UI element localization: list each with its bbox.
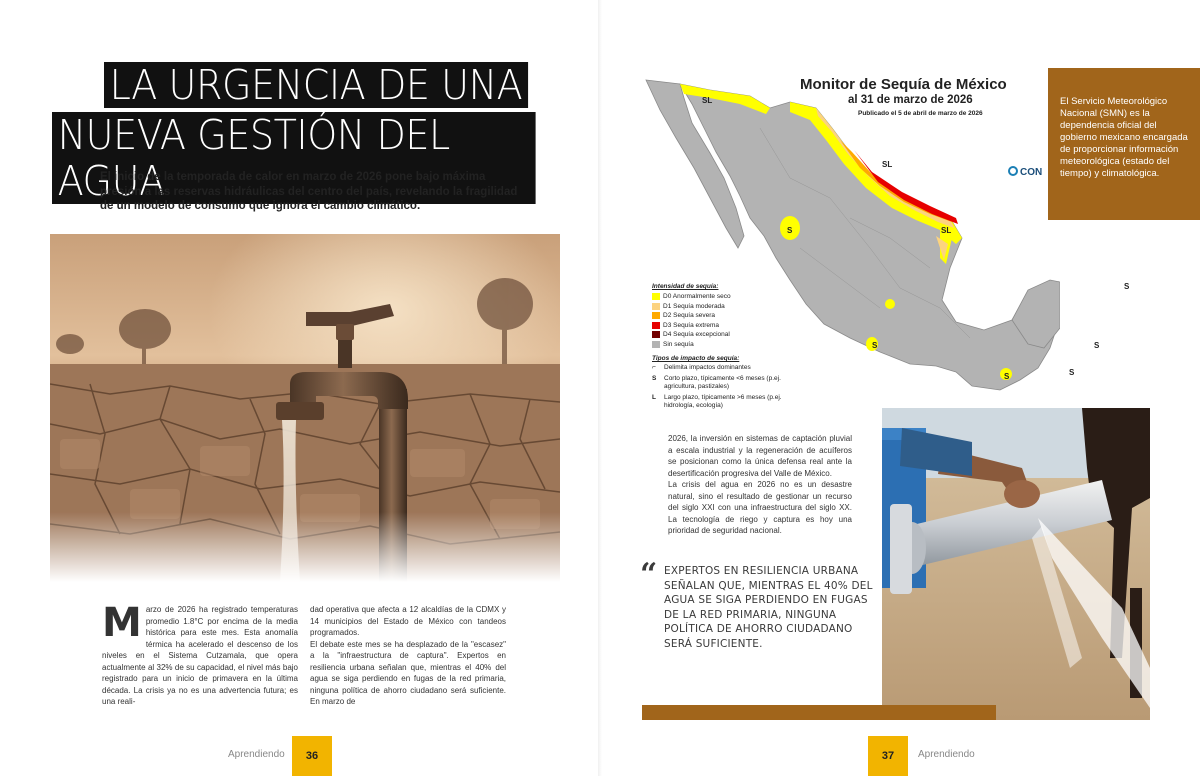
map-region-label: S — [1004, 372, 1010, 381]
drop-cap: M — [102, 600, 142, 646]
legend-item — [652, 292, 802, 302]
impact-legend-item — [652, 364, 802, 372]
impact-label: Corto plazo, típicamente <6 meses (p.ej. agricultura, pastizales) — [664, 375, 781, 390]
footer-section-label: Aprendiendo — [228, 749, 285, 760]
body-column-2 — [310, 604, 506, 708]
legend-swatch — [652, 303, 660, 310]
article-lede: El inicio de la temporada de calor en marzo de 2026 pone bajo máxima presión a las reservas hidráulicas del centro del país, revelando la fragilidad de un modelo de consumo que ignora el cambio climático. — [100, 171, 518, 212]
legend-swatch — [652, 331, 660, 338]
legend-item — [652, 330, 802, 340]
impact-legend-item — [652, 394, 802, 410]
legend-item — [652, 340, 802, 350]
dry-faucet-photo — [50, 234, 560, 582]
irrigation-pipe-photo — [882, 408, 1150, 720]
legend-label: Sin sequía — [663, 340, 694, 348]
map-region-label: S — [1069, 368, 1075, 377]
body-column-1 — [102, 600, 298, 708]
map-legend — [652, 283, 802, 413]
legend-label: D3 Sequía extrema — [663, 321, 720, 329]
map-region-label: S — [787, 226, 793, 235]
quote-accent-bar — [642, 705, 996, 720]
legend-item — [652, 321, 802, 331]
map-title: Monitor de Sequía de México — [800, 76, 1007, 93]
page-number: 37 — [868, 736, 908, 776]
map-region-label: SL — [882, 160, 893, 169]
body-paragraph: La crisis del agua en 2026 no es un desastre natural, sino el resultado de gestionar un recurso del siglo XXI con una infraestructura del siglo XX. La tecnología de riego y captura es hoy una prioridad de seguridad nacional. — [668, 480, 852, 535]
impact-marker: S — [652, 375, 657, 382]
map-region-label: SL — [702, 96, 713, 105]
impact-label: Delimita impactos dominantes — [664, 364, 751, 371]
impact-legend-item — [652, 375, 802, 391]
body-paragraph: dad operativa que afecta a 12 alcaldías de la CDMX y 14 municipios del Estado de México con tandeos programados. — [310, 605, 506, 637]
smn-info-box — [1048, 68, 1200, 220]
page-spine — [598, 0, 602, 776]
logo-icon — [1008, 166, 1018, 176]
legend-swatch — [652, 312, 660, 319]
body-paragraph: arzo de 2026 ha registrado temperaturas promedio 1.8°C por encima de la media histórica para este mes. Esta anomalía térmica ha acelerado el descenso de los niveles en el Sistema Cutzamala, que opera actualmente al 32% de su capacidad, el nivel más bajo registrado para un inicio de primavera en la última década. La crisis ya no es una advertencia futura; es una reali- — [102, 605, 298, 706]
legend-label: D0 Anormalmente seco — [663, 293, 731, 301]
conagua-logo: CON — [1008, 166, 1042, 178]
legend-item — [652, 302, 802, 312]
body-paragraph: 2026, la inversión en sistemas de captación pluvial a escala industrial y la regeneración de acuíferos se posicionan como la única defensa real ante la desertificación progresiva del Valle de México. — [668, 434, 852, 478]
impact-marker: ⌐ — [652, 364, 656, 371]
legend-item — [652, 311, 802, 321]
page-number: 36 — [292, 736, 332, 776]
map-region-label: S — [1124, 282, 1130, 291]
legend-label: D4 Sequía excepcional — [663, 331, 730, 339]
map-publication-date: Publicado el 5 de abril de marzo de 2026 — [858, 110, 983, 117]
legend-swatch — [652, 341, 660, 348]
legend-label: D2 Sequía severa — [663, 312, 716, 320]
title-line-1: LA URGENCIA DE UNA — [104, 62, 528, 108]
map-region-label: SL — [941, 226, 952, 235]
impact-label: Largo plazo, típicamente >6 meses (p.ej. hidrología, ecología) — [664, 394, 782, 409]
body-paragraph: El debate este mes se ha desplazado de la "escasez" a la "infraestructura de captura". Expertos en resiliencia urbana señalan que, mientras el 40% del agua se siga perdiendo en fugas de la red primaria, ninguna política de ahorro ciudadano será suficiente. En marzo de — [310, 639, 506, 706]
legend-swatch — [652, 293, 660, 300]
map-subtitle: al 31 de marzo de 2026 — [848, 94, 973, 106]
pull-quote: EXPERTOS EN RESILIENCIA URBANA SEÑALAN QUE, MIENTRAS EL 40% DEL AGUA SE SIGA PERDIENDO EN FUGAS DE LA RED PRIMARIA, NINGUNA POLÍTICA DE AHORRO CIUDADANO SERÁ SUFICIENTE. — [664, 565, 873, 650]
map-region-label: S — [1094, 341, 1100, 350]
impact-marker: L — [652, 394, 656, 401]
legend-label: D1 Sequía moderada — [663, 302, 725, 310]
body-column-3 — [668, 433, 852, 537]
map-region-label: S — [872, 341, 878, 350]
impact-legend-title: Tipos de impacto de sequía: — [652, 355, 740, 362]
sidebox-text: El Servicio Meteorológico Nacional (SMN) es la dependencia oficial del gobierno mexicano encargada de proporcionar información meteorológica (estado del tiempo) y climatológica. — [1060, 96, 1188, 179]
quote-mark: “ — [640, 557, 658, 592]
title-line-2: NUEVA GESTIÓN DEL AGUA — [52, 112, 536, 204]
legend-swatch — [652, 322, 660, 329]
legend-title: Intensidad de sequía: — [652, 283, 719, 290]
footer-section-label: Aprendiendo — [918, 749, 975, 760]
